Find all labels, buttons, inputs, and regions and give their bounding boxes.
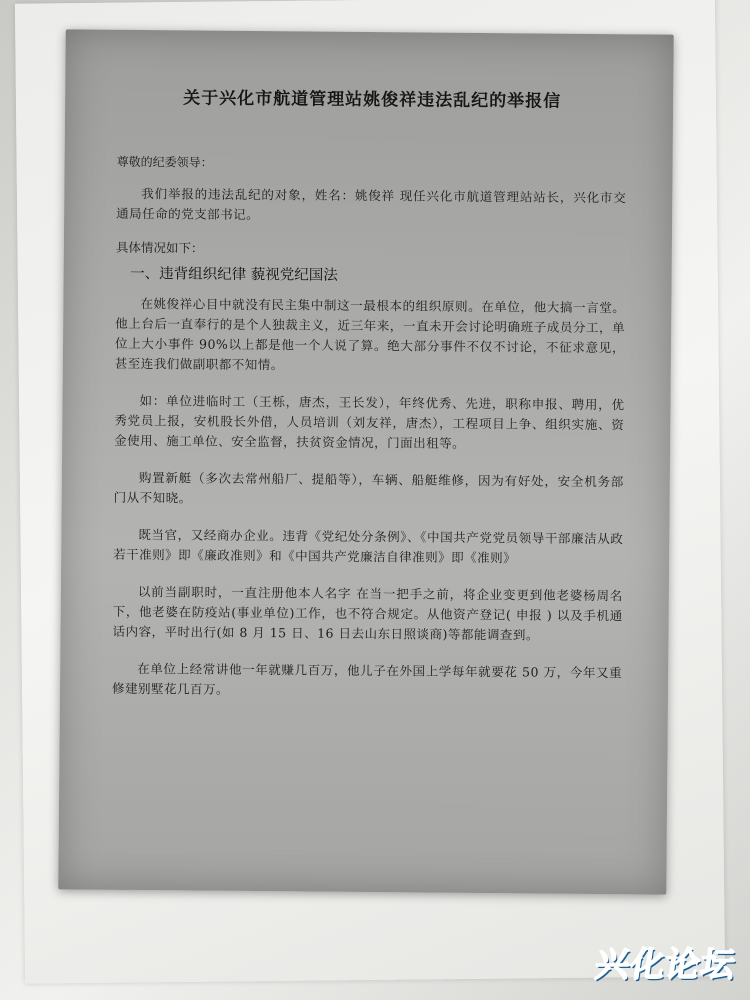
paragraph-3: 购置新艇（多次去常州船厂、提船等），车辆、船艇维修，因为有好处，安全机务部门从不知晓。 — [113, 470, 624, 506]
paragraph-5: 以前当副职时，一直注册他本人名字 在当一把手之前，将企业变更到他老婆杨周名下，他老婆在防疫站(事业单位)工作，也不符合规定。从他资产登记( 申报 ) 以及手机通话内容，平时出行(如 8 月 15 日、16 日去山东日照谈商)等都能调查到。 — [112, 584, 623, 643]
salutation: 尊敬的纪委领导： — [116, 154, 213, 170]
letter-sheet — [58, 29, 673, 894]
paragraph-6: 在单位上经常讲他一年就赚几百万，他儿子在外国上学每年就要花 50 万，今年又重修建别墅花几百万。 — [111, 661, 623, 697]
letter-content — [112, 88, 627, 712]
intro-paragraph: 我们举报的违法乱纪的对象，姓名：姚俊祥 现任兴化市航道管理站站长，兴化市交通局任命的党支部书记。 — [116, 186, 627, 223]
paragraph-2: 如：单位进临时工（王栎，唐杰，王长发），年终优秀、先进，职称申报、聘用，优秀党员上报，安机股长外借，人员培训（刘友祥，唐杰），工程项目上争、组织实施、资金使用、施工单位、安全监督，扶贫资金情况，门面出租等。 — [114, 393, 625, 451]
paragraph-1: 在姚俊祥心目中就没有民主集中制这一最根本的组织原则。在单位，他大搞一言堂。他上台后一直奉行的是个人独裁主义，近三年来，一直未开会讨论明确班子成员分工，单位上大小事件 90%以上都是他一个人说了算。绝大部分事件不仅不讨论，不征求意见，甚至连我们做副职都不知情。 — [114, 296, 626, 373]
forum-watermark-logo: 兴化论坛 — [592, 945, 739, 985]
section-heading: 一、违背组织纪律 藐视党纪国法 — [130, 265, 338, 284]
letter-title: 关于兴化市航道管理站姚俊祥违法乱纪的举报信 — [183, 88, 562, 112]
paragraph-4: 既当官，又经商办企业。违背《党纪处分条例》、《中国共产党党员领导干部廉洁从政若干准则》即《廉政准则》和《中国共产党廉洁自律准则》即《准则》 — [113, 527, 624, 566]
section-label: 具体情况如下： — [115, 239, 204, 256]
